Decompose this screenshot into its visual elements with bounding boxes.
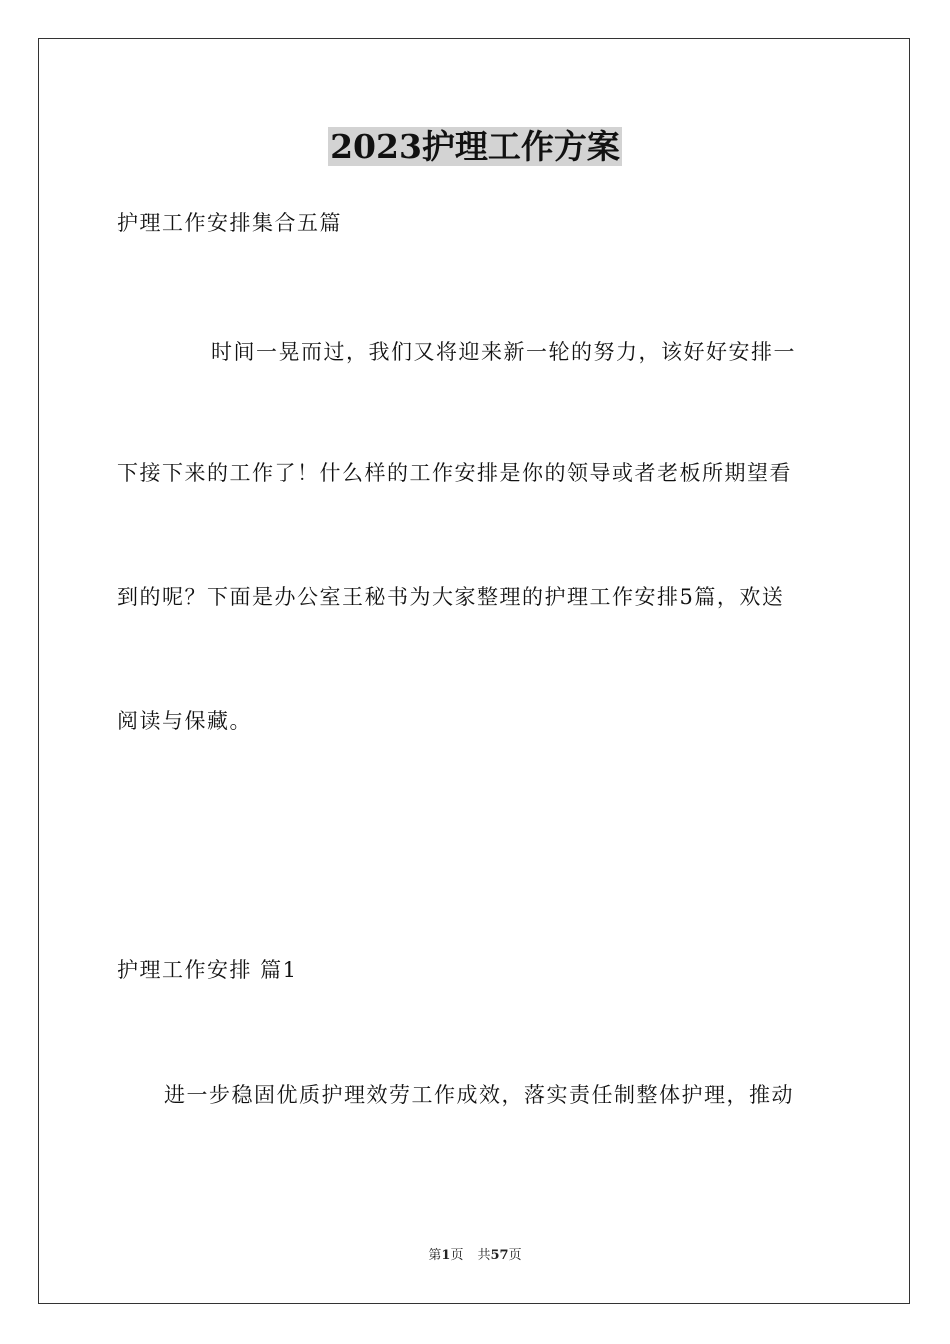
- footer-page-suffix: 页: [450, 1248, 464, 1263]
- intro-paragraph-line: 阅读与保藏。: [117, 709, 252, 733]
- document-title: [0, 124, 950, 170]
- section-paragraph-line: 进一步稳固优质护理效劳工作成效，落实责任制整体护理，推动: [164, 1083, 794, 1107]
- document-title-text: 2023护理工作方案: [330, 127, 620, 166]
- footer-page-number: 1: [441, 1248, 451, 1263]
- footer-total-pages: 57: [490, 1248, 509, 1263]
- footer-total-prefix: 共: [477, 1248, 491, 1263]
- footer-total-suffix: 页: [508, 1248, 522, 1263]
- section-heading: 护理工作安排 篇1: [117, 958, 298, 982]
- page-footer: [0, 1246, 950, 1266]
- footer-page-prefix: 第: [428, 1248, 442, 1263]
- intro-paragraph-line: 时间一晃而过，我们又将迎来新一轮的努力，该好好安排一: [211, 340, 796, 364]
- intro-paragraph-line: 下接下来的工作了！什么样的工作安排是你的领导或者老板所期望看: [117, 461, 792, 485]
- intro-paragraph-line: 到的呢？下面是办公室王秘书为大家整理的护理工作安排5篇，欢送: [117, 585, 785, 609]
- document-subtitle: 护理工作安排集合五篇: [117, 211, 342, 235]
